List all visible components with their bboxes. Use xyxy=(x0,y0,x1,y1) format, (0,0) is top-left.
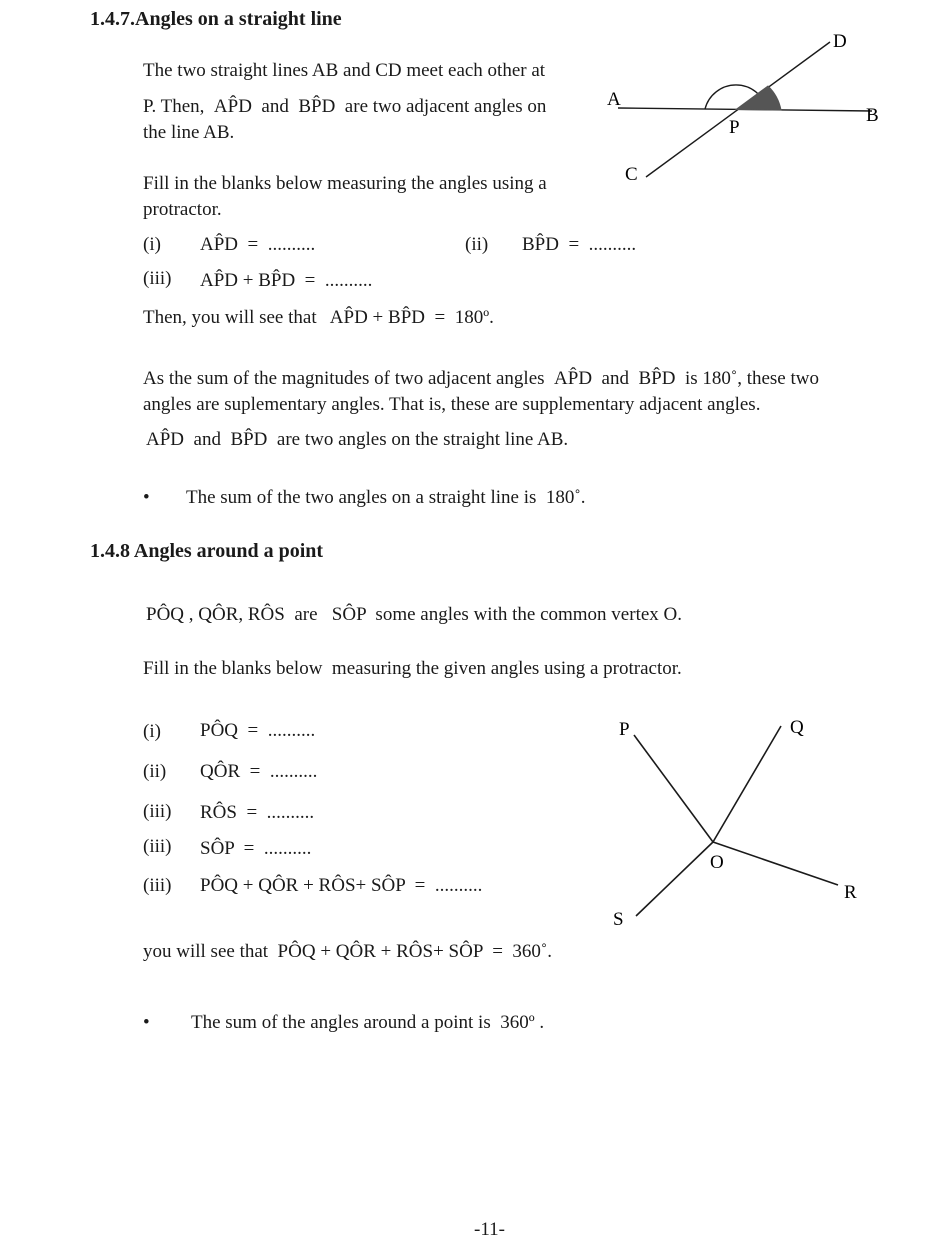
item-expression: RÔS = .......... xyxy=(200,802,315,823)
then-statement: Then, you will see that AP̂D + BP̂D = 180º. xyxy=(143,307,494,328)
paragraph-line: Fill in the blanks below measuring the angles using a xyxy=(143,173,547,194)
label-s: S xyxy=(613,909,624,930)
item-expression: PÔQ = .......... xyxy=(200,720,316,741)
paragraph-line: the line AB. xyxy=(143,122,235,143)
instruction-statement: Fill in the blanks below measuring the given angles using a protractor. xyxy=(143,658,682,679)
conclusion-statement: you will see that PÔQ + QÔR + RÔS+ SÔP = 360˚. xyxy=(143,941,552,962)
label-a: A xyxy=(607,89,621,110)
item-number: (i) xyxy=(143,721,161,742)
label-c: C xyxy=(625,164,638,185)
item-number: (iii) xyxy=(143,875,172,896)
item-number: (iii) xyxy=(143,801,172,822)
bullet-marker: • xyxy=(143,487,150,508)
paragraph-line: As the sum of the magnitudes of two adjacent angles AP̂D and BP̂D is 180˚, these two xyxy=(143,368,819,389)
item-number: (ii) xyxy=(465,234,489,255)
item-expression: AP̂D = .......... xyxy=(200,234,316,255)
item-expression: QÔR = .......... xyxy=(200,761,318,782)
item-expression: BP̂D = .......... xyxy=(522,234,637,255)
straight-line-angle-diagram xyxy=(600,25,900,225)
section-heading-angles-around-point: 1.4.8 Angles around a point xyxy=(90,540,324,562)
paragraph-line: The two straight lines AB and CD meet each other at xyxy=(143,60,546,81)
item-expression: PÔQ + QÔR + RÔS+ SÔP = .......... xyxy=(200,875,483,896)
bullet-text: The sum of the angles around a point is 360º . xyxy=(191,1012,545,1033)
page-number: -11- xyxy=(474,1219,505,1240)
item-number: (iii) xyxy=(143,836,172,857)
label-p: P xyxy=(729,117,740,138)
paragraph-line: P. Then, AP̂D and BP̂D are two adjacent angles on xyxy=(143,96,547,117)
item-number: (ii) xyxy=(143,761,167,782)
paragraph-line: angles are suplementary angles. That is, these are supplementary adjacent angles. xyxy=(143,394,761,415)
intro-statement: PÔQ , QÔR, RÔS are SÔP some angles with the common vertex O. xyxy=(146,604,682,625)
bullet-text: The sum of the two angles on a straight line is 180˚. xyxy=(186,487,586,508)
label-q: Q xyxy=(790,717,804,738)
angles-around-point-diagram xyxy=(600,705,870,935)
label-b: B xyxy=(866,105,879,126)
item-expression: AP̂D + BP̂D = .......... xyxy=(200,270,373,291)
item-number: (i) xyxy=(143,234,161,255)
label-p: P xyxy=(619,719,630,740)
paragraph-line: protractor. xyxy=(143,199,222,220)
bullet-marker: • xyxy=(143,1012,150,1033)
label-r: R xyxy=(844,882,857,903)
paragraph-line: AP̂D and BP̂D are two angles on the straight line AB. xyxy=(146,429,569,450)
label-d: D xyxy=(833,31,847,52)
item-number: (iii) xyxy=(143,268,172,289)
item-expression: SÔP = .......... xyxy=(200,838,312,859)
label-o: O xyxy=(710,852,724,873)
section-heading-angles-straight-line: 1.4.7.Angles on a straight line xyxy=(90,8,342,30)
